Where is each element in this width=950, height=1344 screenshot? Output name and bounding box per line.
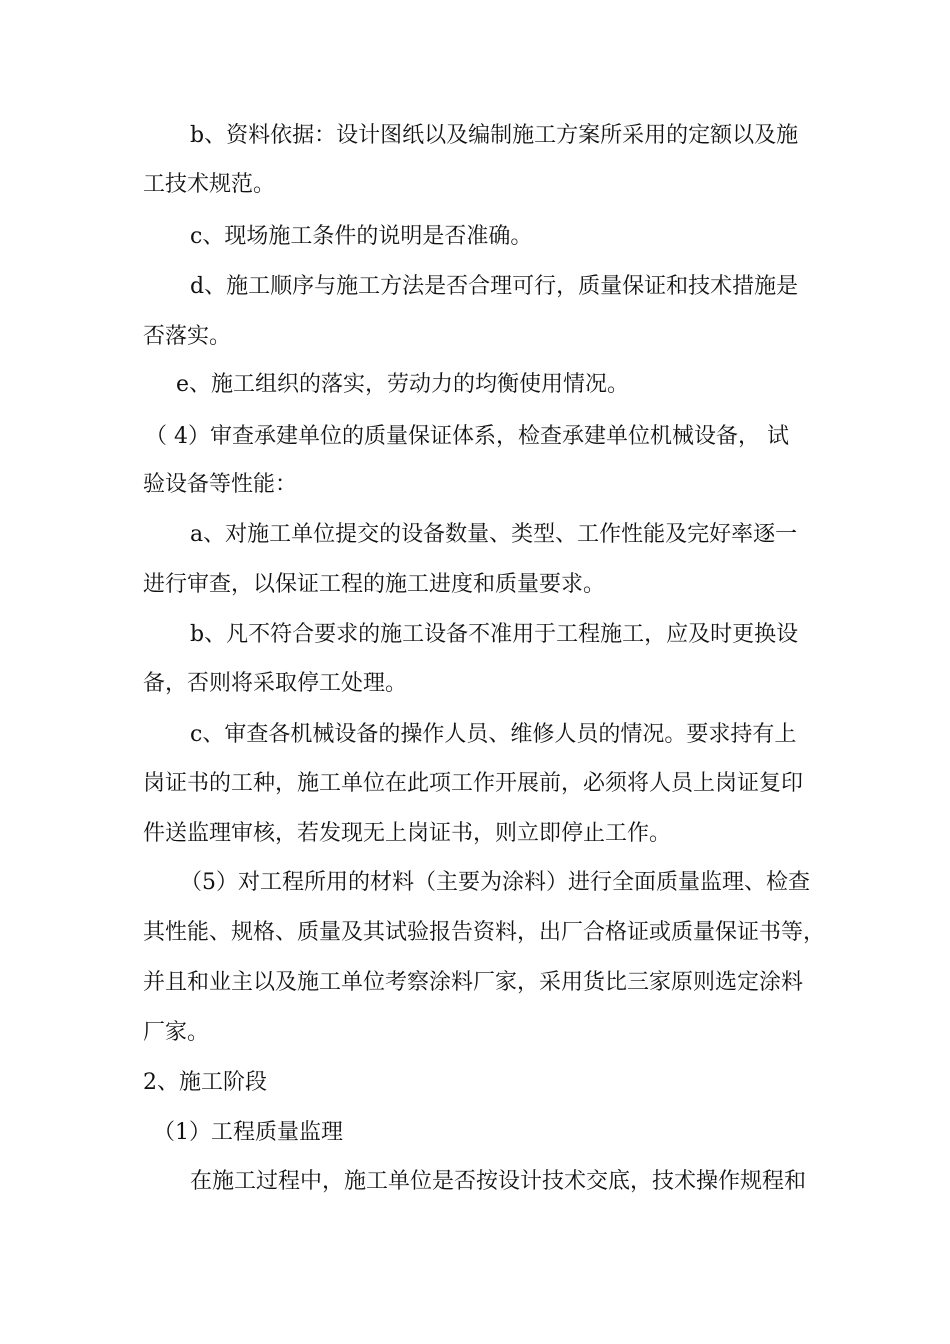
text-line: 其性能、规格、质量及其试验报告资料，出厂合格证或质量保证书等， bbox=[143, 920, 826, 945]
text-line: 否落实。 bbox=[143, 324, 232, 349]
text-line: b、资料依据：设计图纸以及编制施工方案所采用的定额以及施 bbox=[190, 123, 799, 148]
text-line: 验设备等性能： bbox=[143, 472, 298, 497]
text-line: 进行审查，以保证工程的施工进度和质量要求。 bbox=[143, 572, 606, 597]
text-line: b、凡不符合要求的施工设备不准用于工程施工，应及时更换设 bbox=[190, 622, 799, 647]
text-line: d、施工顺序与施工方法是否合理可行，质量保证和技术措施是 bbox=[190, 274, 799, 299]
text-line: （5）对工程所用的材料（主要为涂料）进行全面质量监理、检查 bbox=[180, 870, 810, 895]
text-line: 备，否则将采取停工处理。 bbox=[143, 671, 408, 696]
text-line: 并且和业主以及施工单位考察涂料厂家，采用货比三家原则选定涂料 bbox=[143, 970, 804, 995]
text-line: 在施工过程中，施工单位是否按设计技术交底，技术操作规程和 bbox=[190, 1169, 807, 1194]
section-heading: 2、施工阶段 bbox=[143, 1070, 267, 1095]
subsection-heading: （1）工程质量监理 bbox=[153, 1120, 343, 1145]
text-line: 厂家。 bbox=[143, 1020, 210, 1045]
text-line: a、对施工单位提交的设备数量、类型、工作性能及完好率逐一 bbox=[190, 522, 798, 547]
text-line: c、现场施工条件的说明是否准确。 bbox=[190, 224, 533, 249]
text-line: 件送监理审核，若发现无上岗证书，则立即停止工作。 bbox=[143, 821, 672, 846]
text-line: （ 4）审查承建单位的质量保证体系，检查承建单位机械设备， 试 bbox=[145, 424, 789, 449]
text-line: 工技术规范。 bbox=[143, 172, 276, 197]
text-line: e、施工组织的落实，劳动力的均衡使用情况。 bbox=[176, 372, 630, 397]
text-line: 岗证书的工种，施工单位在此项工作开展前，必须将人员上岗证复印 bbox=[143, 771, 804, 796]
text-line: c、审查各机械设备的操作人员、维修人员的情况。要求持有上 bbox=[190, 722, 797, 747]
